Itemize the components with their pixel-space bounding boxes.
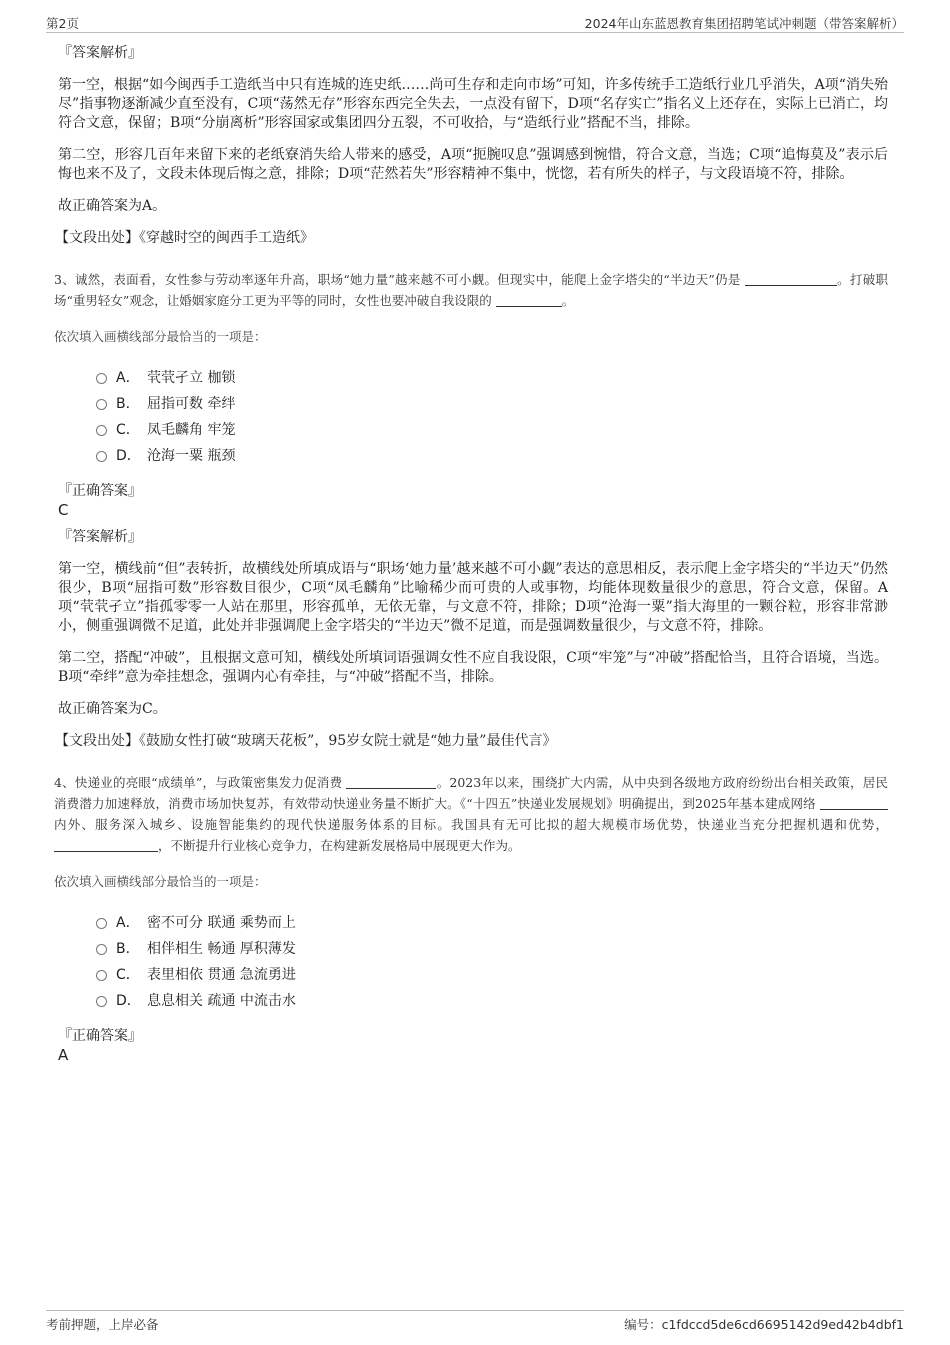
option-word-3: 乘势而上: [239, 915, 296, 931]
option-letter: A．: [116, 915, 140, 931]
footer-slogan: 考前押题，上岸必备: [46, 1317, 159, 1332]
option-letter: C．: [116, 967, 140, 983]
radio-button-icon[interactable]: [96, 918, 107, 929]
main-content: [54, 44, 888, 1073]
radio-button-icon[interactable]: [96, 944, 107, 955]
q2-source-title: 《穿越时空的闽西手工造纸》: [139, 230, 314, 246]
radio-button-icon[interactable]: [96, 425, 107, 436]
option-word-1: 屈指可数: [147, 396, 203, 412]
q3-correct-answer: C: [58, 501, 69, 519]
q3-analysis-paragraph-1: 第一空，横线前“但”表转折，故横线处所填成语与“职场‘她力量’越来越不可小觑”表达的意思相反，表示爬上金字塔尖的“半边天”仍然很少，B项“屈指可数”形容数目很少，C项“凤毛麟角”比喻稀少而可贵的人或事物，均能体现数量很少的意思，符合文意，保留。A项“茕茕孑立”指孤零零一人站在那里，形容孤单，无依无靠，与文意不符，排除；D项“沧海一粟”指大海里的一颗谷粒，形容非常渺小，侧重强调微不足道，此处并非强调爬上金字塔尖的“半边天”微不足道，而是强调数量很少，与文意不符，排除。: [58, 561, 888, 634]
q3-analysis-label: 『答案解析』: [58, 529, 142, 545]
q4-options: [58, 909, 888, 1013]
q4-blank-2: [820, 795, 888, 810]
option-word-3: 急流勇进: [239, 967, 296, 983]
q2-conclusion: 故正确答案为A。: [58, 198, 167, 214]
q4-correct-label: 『正确答案』: [58, 1028, 142, 1044]
q2-analysis-paragraph-1: 第一空，根据“如今闽西手工造纸当中只有连城的连史纸……尚可生存和走向市场”可知，许多传统手工造纸行业几乎消失，A项“消失殆尽”指事物逐渐减少直至没有，C项“荡然无存”形容东西完全失去，一点没有留下，D项“名存实亡”指名义上还存在，实际上已消亡，均符合文意，保留；B项“分崩离析”形容国家或集团四分五裂，不可收拾，与“造纸行业”搭配不当，排除。: [58, 77, 888, 131]
q3-stem: [54, 269, 888, 311]
q4-correct-answer: A: [58, 1046, 69, 1064]
q3-source: [55, 732, 888, 751]
option-word-1: 沧海一粟: [147, 448, 203, 464]
option-word-1: 凤毛麟角: [147, 422, 203, 438]
page-footer: [46, 1310, 904, 1333]
q3-stem-part-2: 。打破职场“重男轻女”观念，让婚姻家庭分工更为平等的同时，女性也要冲破自我设限的: [54, 272, 888, 308]
option-word-1: 茕茕孑立: [147, 370, 203, 386]
radio-button-icon[interactable]: [96, 970, 107, 981]
option-letter: B．: [116, 941, 140, 957]
option-word-2: 瓶颈: [207, 448, 236, 464]
q2-analysis-paragraph-2: 第二空，形容几百年来留下来的老纸寮消失给人带来的感受，A项“扼腕叹息”强调感到惋惜，符合文意，当选；C项“追悔莫及”表示后悔也来不及了，文段未体现后悔之意，排除；D项“茫然若失”形容精神不集中，恍惚，若有所失的样子，与文段语境不符，排除。: [58, 147, 888, 182]
document-title: 2024年山东蓝恩教育集团招聘笔试冲刺题（带答案解析）: [584, 16, 904, 31]
document-id: 编号：c1fdccd5de6cd6695142d9ed42b4dbf1: [624, 1317, 904, 1332]
option-letter: C．: [116, 422, 140, 438]
q3-option-d[interactable]: [58, 442, 888, 468]
q3-blank-2: [496, 292, 562, 307]
q3-options: [58, 364, 888, 468]
option-word-3: 厚积薄发: [239, 941, 296, 957]
q3-correct-label: 『正确答案』: [58, 483, 142, 499]
q2-analysis-label: 『答案解析』: [58, 45, 142, 61]
radio-button-icon[interactable]: [96, 373, 107, 384]
q4-stem-part-2: 。2023年以来，围绕扩大内需，从中央到各级地方政府纷纷出台相关政策，居民消费潜力加速释放，消费市场加快复苏，有效带动快递业务量不断扩大。《“十四五”快递业发展规划》明确提出，到2025年基本建成网络: [54, 775, 888, 811]
q4-option-a[interactable]: [58, 909, 888, 935]
page-header: [46, 12, 904, 33]
q4-stem-part-4: ，不断提升行业核心竞争力，在构建新发展格局中展现更大作为。: [158, 838, 521, 853]
q4-blank-3: [54, 837, 158, 852]
q3-blank-1: [745, 271, 837, 286]
option-word-2: 牢笼: [207, 422, 236, 438]
option-word-1: 息息相关: [147, 993, 203, 1009]
q3-conclusion: 故正确答案为C。: [58, 701, 167, 717]
q3-option-c[interactable]: [58, 416, 888, 442]
q4-prompt: 依次填入画横线部分最恰当的一项是：: [54, 874, 267, 889]
q4-option-b[interactable]: [58, 935, 888, 961]
q3-prompt: 依次填入画横线部分最恰当的一项是：: [54, 329, 267, 344]
q4-stem-part-1: 4、快递业的亮眼“成绩单”，与政策密集发力促消费: [54, 775, 343, 790]
option-letter: D．: [116, 993, 141, 1009]
page-number: 第2页: [46, 16, 79, 31]
q2-source: [55, 229, 888, 248]
option-word-2: 畅通: [207, 941, 236, 957]
option-letter: A．: [116, 370, 140, 386]
q3-option-a[interactable]: [58, 364, 888, 390]
option-word-2: 牵绊: [207, 396, 236, 412]
option-word-1: 表里相依: [147, 967, 203, 983]
option-word-1: 相伴相生: [147, 941, 203, 957]
q2-source-label: 【文段出处】: [55, 230, 139, 246]
q3-source-label: 【文段出处】: [55, 733, 139, 749]
q3-option-b[interactable]: [58, 390, 888, 416]
q4-option-c[interactable]: [58, 961, 888, 987]
option-word-2: 疏通: [207, 993, 236, 1009]
radio-button-icon[interactable]: [96, 451, 107, 462]
q3-analysis-paragraph-2: 第二空，搭配“冲破”，且根据文意可知，横线处所填词语强调女性不应自我设限，C项“牢笼”与“冲破”搭配恰当，且符合语境，当选。B项“牵绊”意为牵挂想念，强调内心有牵挂，与“冲破”搭配不当，排除。: [58, 650, 888, 685]
q4-option-d[interactable]: [58, 987, 888, 1013]
option-word-1: 密不可分: [147, 915, 203, 931]
q3-source-title: 《鼓励女性打破“玻璃天花板”，95岁女院士就是“她力量”最佳代言》: [139, 733, 557, 749]
option-word-3: 中流击水: [239, 993, 296, 1009]
q4-stem: [54, 772, 888, 856]
q3-stem-part-3: 。: [561, 293, 575, 308]
radio-button-icon[interactable]: [96, 399, 107, 410]
q4-blank-1: [346, 774, 436, 789]
radio-button-icon[interactable]: [96, 996, 107, 1007]
option-letter: D．: [116, 448, 141, 464]
q4-stem-part-3: 内外、服务深入城乡、设施智能集约的现代快递服务体系的目标。我国具有无可比拟的超大规模市场优势，快递业当充分把握机遇和优势，: [54, 817, 888, 832]
option-word-2: 贯通: [207, 967, 236, 983]
option-letter: B．: [116, 396, 140, 412]
option-word-2: 联通: [207, 915, 236, 931]
q3-stem-part-1: 3、诚然，表面看，女性参与劳动率逐年升高，职场“她力量”越来越不可小觑。但现实中，能爬上金字塔尖的“半边天”仍是: [54, 272, 741, 287]
option-word-2: 枷锁: [207, 370, 236, 386]
